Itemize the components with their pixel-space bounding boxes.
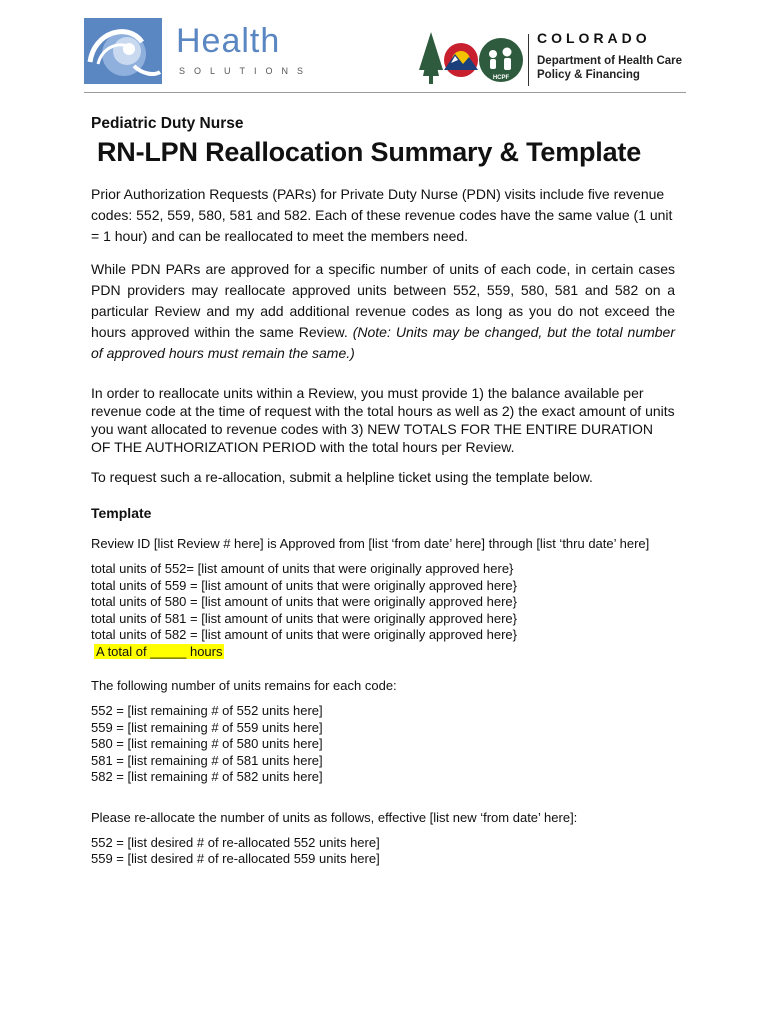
dept-line-1: Department of Health Care <box>537 55 683 67</box>
list-item: 582 = [list remaining # of 582 units here] <box>91 769 323 784</box>
remains-intro: The following number of units remains for each code: <box>91 678 397 693</box>
list-item: 559 = [list remaining # of 559 units here] <box>91 719 323 735</box>
reallocation-paragraph <box>91 259 675 364</box>
list-item: total units of 582 = [list amount of units that were originally approved here} <box>91 627 518 642</box>
list-item: 552 = [list remaining # of 552 units here] <box>91 703 323 718</box>
requirements-paragraph: In order to reallocate units within a Review, you must provide 1) the balance available per revenue code at the time of request with the total hours as well as 2) the exact amount of units you want allocated to revenue codes with 3) NEW TOTALS FOR THE ENTIRE DURATION OF THE AUTHORIZATION PERIOD with the total hours per Review. <box>91 385 675 455</box>
solutions-wordmark: SOLUTIONS <box>179 66 313 76</box>
page-header <box>84 14 686 92</box>
document-subtitle: Pediatric Duty Nurse <box>91 115 244 132</box>
document-body <box>91 114 675 868</box>
totals-list <box>91 561 675 660</box>
total-hours-highlight: A total of _____ hours <box>96 643 223 659</box>
list-item: total units of 580 = [list amount of units that were originally approved here} <box>91 594 518 609</box>
eq-health-logo-icon <box>84 18 162 84</box>
list-item: total units of 552= [list amount of units that were originally approved here} <box>91 561 514 576</box>
review-line: Review ID [list Review # here] is Approved from [list ‘from date’ here] through [list ‘thru date’ here] <box>91 536 650 551</box>
helpline-paragraph: To request such a re-allocation, submit a helpline ticket using the template below. <box>91 469 593 485</box>
list-item: total units of 559 = [list amount of units that were originally approved here} <box>91 577 518 593</box>
reallocation-note: (Note: Units may be changed, but the total number of approved hours must remain the same.) <box>91 324 675 361</box>
intro-paragraph: Prior Authorization Requests (PARs) for Private Duty Nurse (PDN) visits include five revenue codes: 552, 559, 580, 581 and 582. Each of these revenue codes have the same value (1 unit = 1 hour) and can be reallocated to meet the members need. <box>91 186 673 244</box>
document-title: RN-LPN Reallocation Summary & Template <box>97 137 642 167</box>
desired-list <box>91 835 675 868</box>
logo-divider <box>528 34 529 86</box>
colorado-dept-text <box>537 30 682 82</box>
list-item: 580 = [list remaining # of 580 units here] <box>91 736 323 751</box>
list-item: 581 = [list remaining # of 581 units here] <box>91 752 323 768</box>
dept-line-2: Policy & Financing <box>537 69 640 81</box>
list-item: 559 = [list desired # of re-allocated 559 units here] <box>91 851 380 866</box>
hcpf-badge-text: HCPF <box>492 75 510 81</box>
header-divider <box>84 92 686 93</box>
colorado-title: COLORADO <box>537 30 651 46</box>
template-heading: Template <box>91 505 152 521</box>
list-item: 552 = [list desired # of re-allocated 552 units here] <box>91 834 380 850</box>
health-wordmark: Health <box>176 22 281 60</box>
colorado-hcpf-logo-icon <box>417 30 527 92</box>
reallocation-text: While PDN PARs are approved for a specific number of units of each code, in certain cases PDN providers may reallocate approved units between 552, 559, 580, 581 and 582 on a particular Review and my add additional revenue codes as long as you do not exceed the hours approved within the same Review. <box>91 261 675 340</box>
list-item: total units of 581 = [list amount of units that were originally approved here} <box>91 610 518 626</box>
reallocate-intro: Please re-allocate the number of units as follows, effective [list new ‘from date’ here]: <box>91 809 578 825</box>
remaining-list <box>91 703 675 786</box>
